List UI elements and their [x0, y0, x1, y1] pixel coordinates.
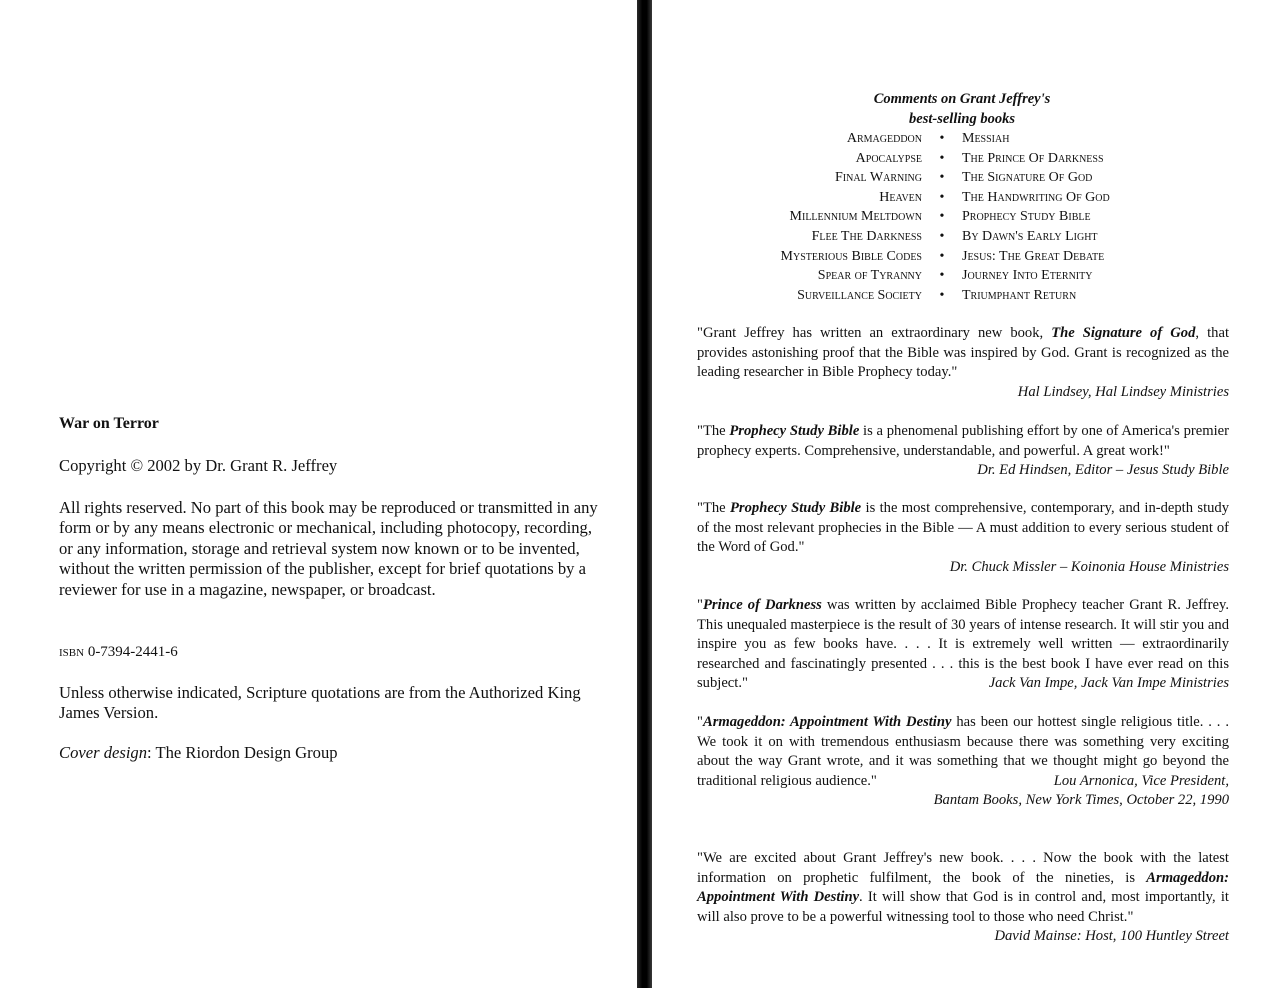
book-title-left: Millennium Meltdown	[789, 209, 922, 225]
book-title-left: Spear of Tyranny	[817, 268, 922, 284]
book-title-left: Surveillance Society	[797, 287, 922, 303]
quote-text: "The	[697, 423, 730, 439]
bullet-separator: •	[939, 150, 945, 166]
quote-text: is a phenomenal publishing effort by one of America's premier prophecy experts. Comprehensive, understandable, and powerful. A great work!"	[697, 423, 1229, 459]
left-page	[0, 0, 637, 988]
cover-design-value: : The Riordon Design Group	[147, 743, 338, 762]
book-title-right: Prophecy Study Bible	[962, 209, 1091, 225]
quote-block	[697, 713, 1229, 811]
cover-design-credit	[59, 743, 604, 763]
quote-attribution: Dr. Chuck Missler – Koinonia House Ministries	[949, 558, 1229, 575]
book-title: War on Terror	[59, 415, 159, 432]
isbn-label: isbn	[59, 644, 85, 660]
quote-book-title: Armageddon: Appointment With Destiny	[702, 714, 952, 730]
book-gutter	[637, 0, 652, 988]
quote-attribution: David Mainse: Host, 100 Huntley Street	[994, 928, 1229, 945]
quote-attribution: Lou Arnonica, Vice President,	[1053, 772, 1229, 789]
book-title-right: The Signature Of God	[962, 170, 1093, 186]
bullet-separator: •	[939, 131, 945, 146]
bullet-separator: •	[939, 229, 945, 244]
quote-block	[697, 499, 1229, 577]
book-title-left: Mysterious Bible Codes	[780, 248, 922, 264]
quote-text: "	[697, 714, 703, 730]
book-title-left: Final Warning	[834, 170, 922, 186]
quote-block	[697, 596, 1229, 694]
book-title-right: Messiah	[962, 131, 1010, 146]
book-title-right: The Handwriting Of God	[962, 189, 1110, 205]
bullet-separator: •	[939, 189, 945, 205]
bullet-separator: •	[939, 209, 945, 225]
scripture-note: Unless otherwise indicated, Scripture quotations are from the Authorized King James Version.	[59, 683, 581, 723]
quote-text: "We are excited about Grant Jeffrey's new book. . . . Now the book with the latest information on prophetic fulfilment, the book of the nineties, is	[697, 850, 1229, 886]
cover-design-label: Cover design	[59, 743, 148, 762]
quote-block	[697, 849, 1229, 947]
quote-attribution: Hal Lindsey, Hal Lindsey Ministries	[1017, 383, 1229, 400]
heading-line-2: best-selling books	[909, 111, 1015, 127]
quote-book-title: Prince of Darkness	[702, 597, 822, 613]
quote-attribution-line-2: Bantam Books, New York Times, October 22, 1990	[933, 792, 1229, 809]
quote-text: "The	[697, 500, 731, 516]
book-title-left: Apocalypse	[855, 150, 922, 166]
quote-book-title: The Signature of God	[1051, 325, 1196, 341]
heading-line-1: Comments on Grant Jeffrey's	[873, 91, 1051, 107]
quote-text: "	[697, 597, 703, 613]
isbn-line	[59, 642, 604, 662]
quote-text: is the most comprehensive, contemporary, and in-depth study of the most relevant prophecies in the Bible — A must addition to every serious student of the Word of God."	[697, 500, 1230, 556]
quote-text: was written by acclaimed Bible Prophecy teacher Grant R. Jeffrey. This unequaled masterpiece is the result of 30 years of intense research. It will stir you and inspire you as few books have. . . . It is extremely well written — extraordinarily researched and fascinatingly presented . . . this is the best book I have ever read on this subject."	[697, 597, 1229, 692]
book-title-right: By Dawn's Early Light	[962, 229, 1098, 244]
bullet-separator: •	[939, 170, 945, 186]
book-list-row	[652, 249, 1272, 269]
quote-book-title: Prophecy Study Bible	[730, 500, 862, 516]
quote-book-title: Armageddon: Appointment With Destiny	[697, 869, 1229, 906]
quote-text: . It will show that God is in control and, most importantly, it will also prove to be a powerful witnessing tool to those who need Christ."	[697, 889, 1229, 925]
quote-block	[697, 324, 1229, 402]
quote-text: has been our hottest single religious title. . . . We took it on with tremendous enthusiasm because there was something very exciting about the way Grant wrote, and it was something that we thought might go beyond the traditional religious audience."	[697, 714, 1229, 789]
book-title-right: Journey Into Eternity	[962, 268, 1093, 284]
isbn-value: 0-7394-2441-6	[87, 644, 178, 660]
book-list-row	[652, 268, 1272, 288]
book-title-left: Armageddon	[846, 131, 922, 146]
book-list-row	[652, 229, 1272, 249]
rights-paragraph: All rights reserved. No part of this book may be reproduced or transmitted in any form or by any means electronic or mechanical, including photocopy, recording, or any information, storage and retrieval system now known or to be invented, without the written permission of the publisher, except for brief quotations by a reviewer for use in a magazine, newspaper, or broadcast.	[59, 498, 598, 599]
quote-book-title: Prophecy Study Bible	[729, 423, 860, 439]
book-list-row	[652, 288, 1272, 308]
quote-text: , that provides astonishing proof that the Bible was inspired by God. Grant is recognized as the leading researcher in Bible Prophecy today."	[697, 325, 1229, 381]
book-title-left: Flee The Darkness	[811, 229, 922, 244]
book-title-left: Heaven	[879, 189, 922, 205]
quote-attribution: Dr. Ed Hindsen, Editor – Jesus Study Bible	[977, 462, 1229, 479]
comments-heading	[652, 89, 1272, 129]
quote-attribution: Jack Van Impe, Jack Van Impe Ministries	[988, 675, 1229, 692]
book-list-row	[652, 131, 1272, 151]
book-title-right: Jesus: The Great Debate	[962, 248, 1105, 264]
book-list-row	[652, 151, 1272, 171]
bullet-separator: •	[939, 287, 945, 303]
book-list-row	[652, 190, 1272, 210]
book-list-row	[652, 170, 1272, 190]
bullet-separator: •	[939, 248, 945, 264]
copyright-notice: Copyright © 2002 by Dr. Grant R. Jeffrey	[59, 456, 338, 475]
book-list-row	[652, 209, 1272, 229]
book-title-right: The Prince Of Darkness	[962, 150, 1104, 166]
quote-block	[697, 422, 1229, 481]
bullet-separator: •	[939, 268, 945, 284]
quote-text: "Grant Jeffrey has written an extraordinary new book,	[697, 325, 1052, 341]
book-title-right: Triumphant Return	[962, 287, 1077, 303]
